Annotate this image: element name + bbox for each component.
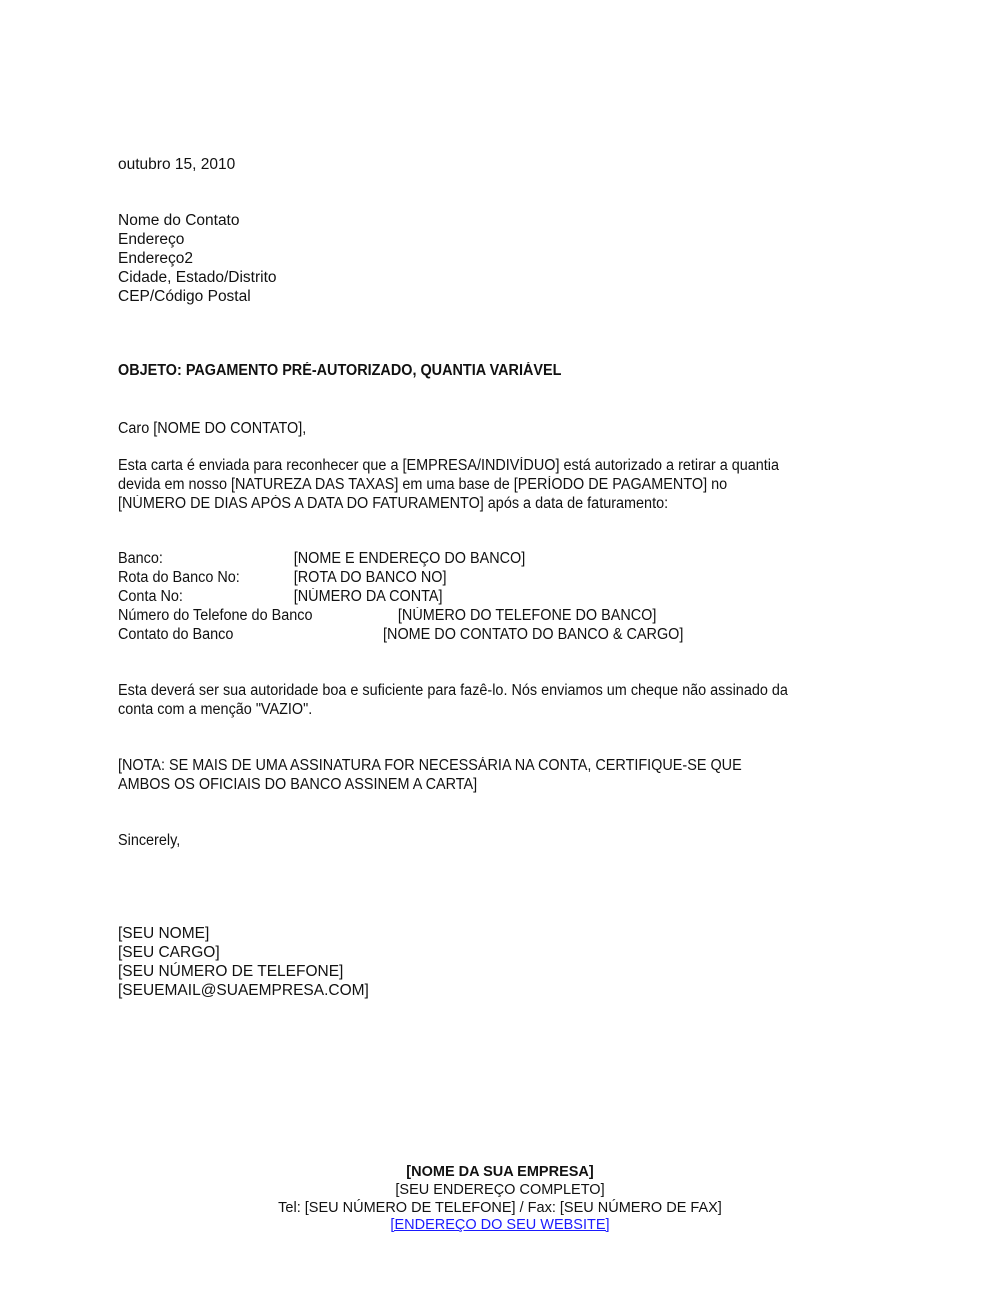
salutation: Caro [NOME DO CONTATO], (118, 420, 307, 437)
note-line: AMBOS OS OFICIAIS DO BANCO ASSINEM A CARTA] (118, 776, 478, 793)
bank-detail-row (118, 549, 769, 568)
recipient-line: Nome do Contato (118, 212, 240, 229)
paragraph-line: conta com a menção "VAZIO". (118, 701, 313, 718)
bank-detail-value: [NOME E ENDEREÇO DO BANCO] (293, 550, 526, 567)
subject-line: OBJETO: PAGAMENTO PRÉ-AUTORIZADO, QUANTIA VARIÁVEL (118, 362, 562, 379)
bank-detail-value: [NOME DO CONTATO DO BANCO & CARGO] (383, 626, 684, 643)
paragraph-line: [NÚMERO DE DIAS APÓS A DATA DO FATURAMENTO] após a data de faturamento: (118, 495, 669, 512)
footer-contact: Tel: [SEU NÚMERO DE TELEFONE] / Fax: [SEU NÚMERO DE FAX] (278, 1200, 722, 1216)
bank-detail-label: Contato do Banco (118, 626, 234, 643)
footer-address: [SEU ENDEREÇO COMPLETO] (395, 1182, 605, 1198)
paragraph-line: devida em nosso [NATUREZA DAS TAXAS] em uma base de [PERÍODO DE PAGAMENTO] no (118, 476, 728, 493)
bank-detail-value: [NÚMERO DO TELEFONE DO BANCO] (397, 607, 657, 624)
bank-detail-label: Conta No: (118, 588, 183, 605)
bank-detail-row (118, 606, 769, 625)
paragraph-line: Esta carta é enviada para reconhecer que a [EMPRESA/INDIVÍDUO] está autorizado a retirar a quantia (118, 457, 780, 474)
note-line: [NOTA: SE MAIS DE UMA ASSINATURA FOR NECESSÁRIA NA CONTA, CERTIFIQUE-SE QUE (118, 757, 742, 774)
recipient-line: Endereço (118, 231, 185, 248)
footer-website-link[interactable]: [ENDEREÇO DO SEU WEBSITE] (390, 1217, 610, 1233)
bank-detail-row (118, 587, 769, 606)
recipient-line: CEP/Código Postal (118, 288, 251, 305)
footer-website-row (0, 1216, 1000, 1234)
bank-detail-row (118, 568, 769, 587)
bank-detail-label: Banco: (118, 550, 163, 567)
letter-date: outubro 15, 2010 (118, 156, 236, 173)
closing: Sincerely, (118, 832, 181, 849)
bank-detail-value: [ROTA DO BANCO NO] (293, 569, 447, 586)
bank-detail-label: Número do Telefone do Banco (118, 607, 313, 624)
bank-detail-label: Rota do Banco No: (118, 569, 240, 586)
signature-line: [SEU NOME] (118, 925, 210, 942)
bank-detail-value: [NÚMERO DA CONTA] (293, 588, 443, 605)
recipient-line: Cidade, Estado/Distrito (118, 269, 277, 286)
bank-detail-row (118, 625, 769, 644)
signature-line: [SEU CARGO] (118, 944, 220, 961)
footer-company-name: [NOME DA SUA EMPRESA] (406, 1164, 594, 1180)
signature-line: [SEU NÚMERO DE TELEFONE] (118, 963, 344, 980)
paragraph-line: Esta deverá ser sua autoridade boa e suficiente para fazê-lo. Nós enviamos um cheque não assinado da (118, 682, 788, 699)
signature-line: [SEUEMAIL@SUAEMPRESA.COM] (118, 982, 369, 999)
recipient-line: Endereço2 (118, 250, 193, 267)
